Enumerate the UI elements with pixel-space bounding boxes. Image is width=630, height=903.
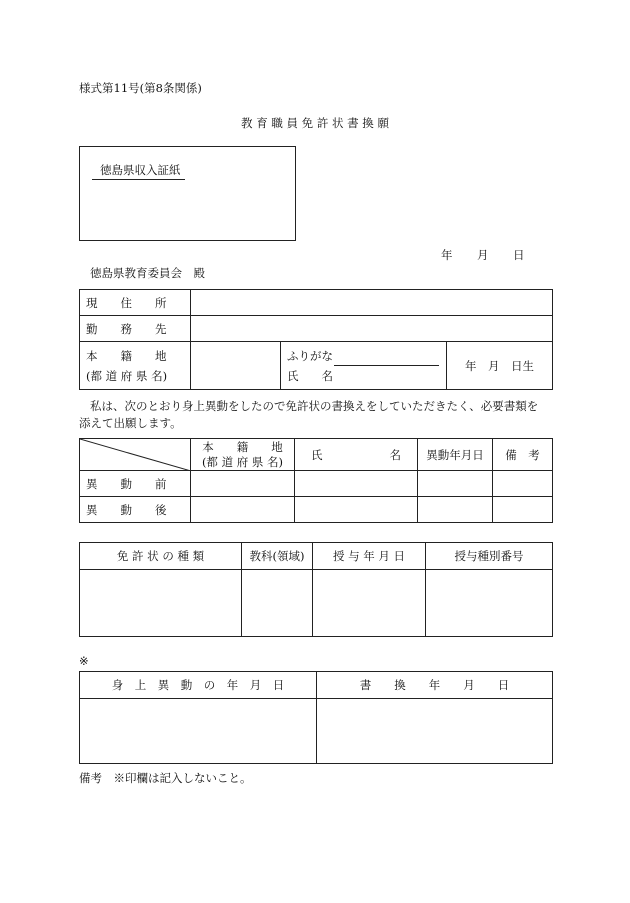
form-number: 様式第11号(第8条関係) <box>79 81 202 95</box>
office-table <box>79 671 553 764</box>
form-title: 教 育 職 員 免 許 状 書 換 願 <box>241 116 389 130</box>
before-change-label: 異 動 前 <box>80 471 191 497</box>
grant-number-field[interactable] <box>426 570 553 637</box>
domicile-label: 本 籍 地 <box>86 348 167 363</box>
rewrite-date-header: 書 換 年 月 日 <box>317 672 553 699</box>
name-label: 氏 名 <box>287 368 333 383</box>
workplace-field[interactable] <box>191 316 553 342</box>
statement-line2: 添えて出願します。 <box>79 416 182 430</box>
after-date-field[interactable] <box>418 497 493 523</box>
statement-line1: 私は、次のとおり身上異動をしたので免許状の書換えをしていただきたく、必要書類を <box>90 399 539 413</box>
after-domicile-field[interactable] <box>191 497 295 523</box>
change-date-header: 異動年月日 <box>418 439 493 471</box>
before-name-field[interactable] <box>295 471 418 497</box>
remarks-header: 備 考 <box>493 439 553 471</box>
office-change-date-field <box>80 699 317 764</box>
after-change-label: 異 動 後 <box>80 497 191 523</box>
change-name-header <box>295 439 418 471</box>
rewrite-date-field <box>317 699 553 764</box>
furigana-label: ふりがな <box>287 348 333 363</box>
office-change-date-header: 身 上 異 動 の 年 月 日 <box>80 672 317 699</box>
diagonal-line <box>80 439 191 471</box>
address-field[interactable] <box>191 290 553 316</box>
license-type-header: 免 許 状 の 種 類 <box>80 543 242 570</box>
name-col-first: 氏 <box>311 447 323 462</box>
office-mark: ※ <box>79 654 89 668</box>
birth-label: 年 月 日生 <box>447 342 553 390</box>
change-domicile-sub: (都 道 府 県 名) <box>201 454 284 469</box>
domicile-sub: (都 道 府 県 名) <box>86 368 168 383</box>
grant-number-header: 授与種別番号 <box>426 543 553 570</box>
grant-date-header: 授 与 年 月 日 <box>313 543 426 570</box>
after-name-field[interactable] <box>295 497 418 523</box>
domicile-field[interactable] <box>191 342 281 390</box>
workplace-label: 勤 務 先 <box>80 316 191 342</box>
addressee: 徳島県教育委員会 殿 <box>90 266 205 280</box>
note: 備考 ※印欄は記入しないこと。 <box>79 771 252 785</box>
grant-date-field[interactable] <box>313 570 426 637</box>
furigana-line[interactable] <box>334 365 439 366</box>
change-domicile-header <box>191 439 295 471</box>
diagonal-header-cell <box>80 439 191 471</box>
revenue-stamp-label: 徳島県収入証紙 <box>92 165 185 180</box>
revenue-stamp-box <box>79 146 296 241</box>
date-year: 年 <box>441 248 453 262</box>
applicant-table <box>79 289 553 390</box>
date-day: 日 <box>513 248 525 262</box>
address-label: 現 住 所 <box>80 290 191 316</box>
date-month: 月 <box>477 248 489 262</box>
name-cell[interactable] <box>281 342 447 390</box>
name-col-second: 名 <box>389 447 401 462</box>
license-type-field[interactable] <box>80 570 242 637</box>
before-date-field[interactable] <box>418 471 493 497</box>
change-domicile-label: 本 籍 地 <box>202 439 283 454</box>
before-remarks-field[interactable] <box>493 471 553 497</box>
subject-header: 教科(領域) <box>242 543 313 570</box>
after-remarks-field[interactable] <box>493 497 553 523</box>
license-table <box>79 542 553 637</box>
domicile-cell <box>80 342 191 390</box>
before-domicile-field[interactable] <box>191 471 295 497</box>
subject-field[interactable] <box>242 570 313 637</box>
change-table <box>79 438 553 523</box>
